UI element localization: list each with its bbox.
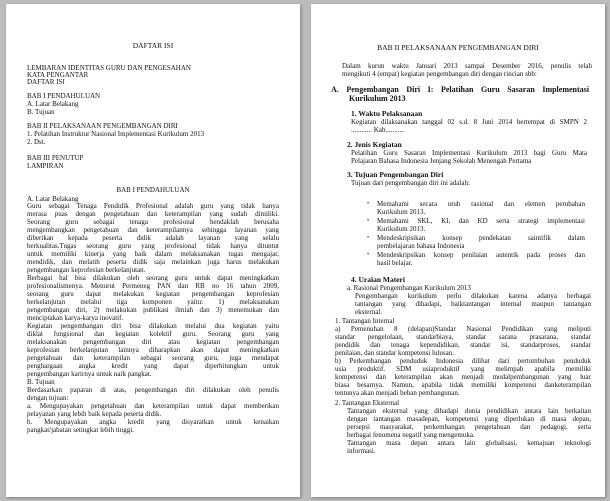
list-item-line: a. Mengupayakan pengetahuan dan keterampilan untuk dapat memberikan xyxy=(27,402,279,410)
list-item-line: Mendeskripsikan konsep penilaian autentik pada proses dan xyxy=(377,251,585,259)
paragraph-line: persepsi masyarakat, perkembangan pengetahuan dan pedagogi, serta xyxy=(347,423,591,431)
paragraph-line: melaksanakan pengembangan diri atau kegiatan pengembangan xyxy=(27,338,279,346)
paragraph-line: tantangan yang dihadapi, baiktantangan internal maupun tantangan xyxy=(355,300,591,308)
paragraph-line: Seorang guru sebagai tenaga profesional hendaklah berusaha xyxy=(27,218,279,226)
paragraph-line: Dalam kurun waktu Januari 2013 sampai Desember 2016, penulis telah xyxy=(342,62,592,70)
paragraph-line: Berdasarkan paparan di atas, pengembangan diri dilakukan oleh penulis xyxy=(27,386,279,394)
paragraph-line: pengembangan karirnya untuk naik pangkat. xyxy=(27,370,152,378)
bullet-icon: • xyxy=(367,218,370,224)
toc-entry: BAB I PENDAHULUAN xyxy=(27,92,101,100)
paragraph-line: Tujuan dari pengembangan diri ini adalah: xyxy=(351,179,470,187)
paragraph-line: pendidik dan tenaga kependidikan, standar isi, standarproses, standar xyxy=(335,341,591,349)
paragraph-line: penilaian, dan standar kompetensi lulusan. xyxy=(335,349,454,357)
document-page-1 xyxy=(6,4,300,497)
paragraph-line: 1. Tantangan Internal xyxy=(335,317,395,325)
paragraph-line: merasa puas dengan pengetahuan dan keterampilan yang sudah dimiliki. xyxy=(27,210,279,218)
list-item-line: Memahami secara utuh rasional dan elemen perubahan xyxy=(377,200,585,208)
list-item-line: pembelajaran bahasa Indonesia xyxy=(377,242,465,250)
paragraph-line: pengembangan keprofesian berkelanjutan. xyxy=(27,266,146,274)
paragraph-line: keprofesian berkelanjutan lainnya diharapkan akan dapat meningkatkan xyxy=(27,346,279,354)
toc-entry: 1. Pelatihan Instruktur Nasional Implementasi Kurikulum 2013 xyxy=(27,130,205,138)
paragraph-line: Kegiatan pengembangan diri bisa dilakukan melalui dua kegiatan yaitu xyxy=(27,322,279,330)
paragraph-line: mendidik, dan melatih peserta didik saja melainkan juga harus melakukan xyxy=(27,258,279,266)
toc-entry: KATA PENGANTAR xyxy=(27,71,89,79)
paragraph-line: eksternal. xyxy=(355,308,383,316)
list-item-line: pangkat/jabatan setingkat lebih tinggi. xyxy=(27,426,134,434)
chapter-title: BAB II PELAKSANAAN PENGEMBANGAN DIRI xyxy=(377,43,539,52)
bullet-icon: • xyxy=(367,235,370,241)
paragraph-line: a) Pemenuhan 8 (delapan)Standar Nasional Pendidikan yang meliputi xyxy=(335,325,591,333)
paragraph-line: a. Rasional Pengembangan Kurikulum 2013 xyxy=(347,284,471,292)
list-item-line: Mendeskripsikan konsep pendekatan saintifik dalam xyxy=(377,234,585,242)
paragraph-line: Pelajaran Bahasa Indonesia Jenjang Sekolah Menengah Pertama xyxy=(351,157,532,165)
paragraph-line: penghargaan angka kredit yang dapat diperhitungkan untuk xyxy=(27,362,279,370)
toc-entry: LEMBARAN IDENTITAS GURU DAN PENGESAHAN xyxy=(27,64,191,72)
paragraph-line: mengembangkan pengetahuan dan keterampilannya sehingga layanan yang xyxy=(27,226,279,234)
list-item-line: pelayanan yang lebih baik kepada peserta didik. xyxy=(27,410,162,418)
paragraph-line: pengetahuan dan keterampilan sebagai seorang guru, juga mendapat xyxy=(27,354,279,362)
paragraph-line: menciptakan karya-karya inovatif. xyxy=(27,314,124,322)
paragraph-line: usia produktif. SDM usiaproduktif yang melimpah apabila memiliki xyxy=(335,365,591,373)
section-heading: Kurikulum 2013 xyxy=(349,94,406,103)
bullet-icon: • xyxy=(367,201,370,207)
paragraph-line: standar pengelolaan, standarbiaya, standar sarana prasarana, standar xyxy=(335,333,591,341)
subheading: 4. Uraian Materi xyxy=(351,275,405,284)
paragraph-line: b) Perkembangan penduduk Indonesia dilihat dari pertumbuhan penduduk xyxy=(335,357,591,365)
paragraph-line: mengikuti 4 (empat) kegiatan pengembangan diri dengan rincian sbb: xyxy=(342,70,537,78)
paragraph-line: tentunya akan menjadi beban pembangunan. xyxy=(335,389,460,397)
list-item-line: Kurikulum 2013. xyxy=(377,225,426,233)
paragraph-line: Berbagai hal bisa dilakukan oleh seorang guru untuk dapat meningkatkan xyxy=(27,274,279,282)
toc-title: DAFTAR ISI xyxy=(132,41,174,50)
toc-entry: DAFTAR ISI xyxy=(27,78,65,86)
paragraph-line: profesionalismenya. Menurut Permeneg PAN dan RB no 16 tahun 2009, xyxy=(27,282,279,290)
paragraph-line: Pengembangan kurikulum perlu dilakukan karena adanya berbagai xyxy=(355,292,591,300)
paragraph-line: berkelanjutan melalui tiga komponen yaitu: 1) melaksanakan xyxy=(27,298,279,306)
paragraph-line: berbagai fenomena negatif yang mengemuka. xyxy=(347,431,475,439)
paragraph-line: ............ Kab........... xyxy=(351,126,405,134)
paragraph-line: pengembangan diri, 2) melakukan publikasi ilmiah dan 3) menemukan dan xyxy=(27,306,279,314)
chapter-title: BAB I PENDAHULUAN xyxy=(116,186,190,194)
section-heading: B. Tujuan xyxy=(27,378,55,386)
section-heading: A. Latar Belakang xyxy=(27,195,79,203)
paragraph-line: untuk memiliki kinerja yang baik dalam melaksanakan tugas mengajar, xyxy=(27,250,279,258)
paragraph-line: biasa besarnya. Namun, apabila tidak memiliki kompetensi danketerampilan xyxy=(335,381,591,389)
toc-entry: 2. Dst. xyxy=(27,138,46,146)
subheading: 3. Tujuan Pengembangan Diri xyxy=(347,170,444,179)
paragraph-line: Guru sebagai Tenaga Pendidik Profesional adalah guru yang tidak hanya xyxy=(27,202,279,210)
section-heading: A. Pengembangan Diri I: Pelatihan Guru Sasaran Implementasi xyxy=(331,85,589,94)
paragraph-line: kompetensi dan keterampilan akan menjadi modalpembangunan yang luar xyxy=(335,373,591,381)
toc-entry: BAB III PENUTUP xyxy=(27,154,84,162)
list-item-line: Kurikulum 2013. xyxy=(377,208,426,216)
paragraph-line: dengan tujuan: xyxy=(27,394,69,402)
paragraph-line: Tantangan masa depan antara lain globalisasi, kemajuan teknologi xyxy=(347,439,591,447)
paragraph-line: Pelatihan Guru Sasaran Implementasi Kurikulum 2013 bagi Guru Mata xyxy=(351,149,587,157)
paragraph-line: berkualitas.Tugas seorang guru yang profesional tidak hanya dituntut xyxy=(27,242,279,250)
paragraph-line: seorang guru dapat melakukan kegiatan pengembangan keprofesian xyxy=(27,290,279,298)
paragraph-line: informasi. xyxy=(347,447,376,455)
toc-entry: A. Latar Belakang xyxy=(27,100,79,108)
toc-entry: LAMPIRAN xyxy=(27,162,64,170)
toc-entry: B. Tujuan xyxy=(27,108,55,116)
subheading: 2. Jenis Kegiatan xyxy=(347,140,402,149)
subheading: 1. Waktu Pelaksanaan xyxy=(351,109,423,118)
list-item-line: b. Mengupayakan angka kredit yang disyaratkan untuk kenaikan xyxy=(27,418,279,426)
list-item-line: Memahami SKL, KI, dan KD serta strategi implementasi xyxy=(377,217,585,225)
bullet-icon: • xyxy=(367,252,370,258)
toc-entry: BAB II PELAKSANAAN PENGEMBANGAN DIRI xyxy=(27,122,178,130)
paragraph-line: 2. Tantangan Eksternal xyxy=(335,399,400,407)
document-page-2 xyxy=(311,4,605,497)
paragraph-line: dengan tantangan masadepan, kompetensi yang diperlukan di masa depan, xyxy=(347,415,591,423)
paragraph-line: Tantangan eksternal yang dihadapi dunia pendidikan antara lain berkaitan xyxy=(347,407,591,415)
paragraph-line: diklat fungsional dan kegiatan kolektif guru. Seorang guru yang xyxy=(27,330,279,338)
paragraph-line: diberikan kepada peserta didik adalah layanan yang selalu xyxy=(27,234,279,242)
list-item-line: hasil belajar. xyxy=(377,259,413,267)
paragraph-line: Kegiatan dilaksanakan tanggal 02 s.d. 8 Juni 2014 bertempat di SMPN 2 xyxy=(351,118,587,126)
